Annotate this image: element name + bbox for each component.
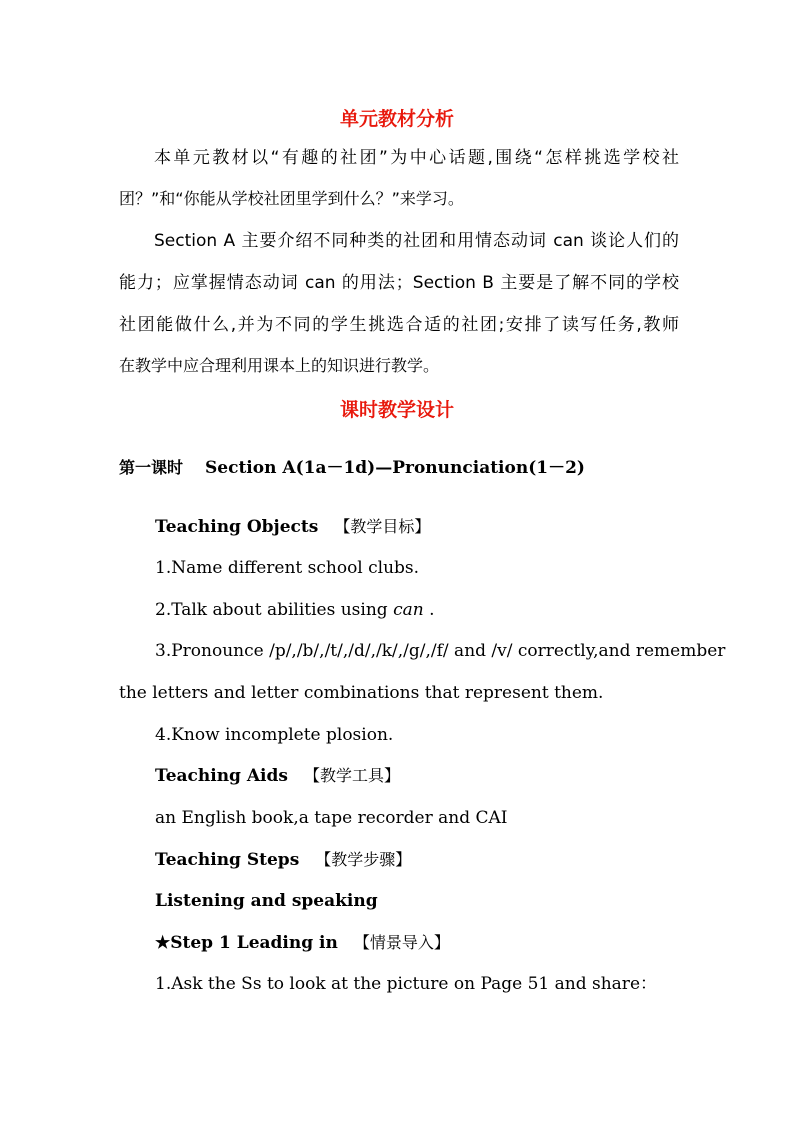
- step1-item-1: 1.Ask the Ss to look at the picture on Page 51 and share：: [155, 974, 657, 994]
- unit-analysis-para1-line1: 本单元教材以“有趣的社团”为中心话题,围绕“怎样挑选学校社: [154, 148, 679, 168]
- objects-item-1: 1.Name different school clubs.: [155, 558, 420, 578]
- step1-heading: [155, 931, 450, 955]
- objects-item-3-line2: the letters and letter combinations that represent them.: [119, 683, 604, 703]
- unit-analysis-title: 单元教材分析: [339, 108, 454, 130]
- objects-item-2-prefix: 2.Talk about abilities using: [155, 600, 394, 620]
- objects-item-2: [155, 598, 435, 622]
- unit-analysis-para2-line4: 在教学中应合理利用课本上的知识进行教学。: [119, 356, 440, 375]
- objects-label-zh: 【教学目标】: [334, 517, 431, 536]
- aids-label-zh: 【教学工具】: [303, 766, 400, 785]
- objects-label: Teaching Objects: [155, 517, 319, 537]
- aids-label: Teaching Aids: [155, 766, 288, 786]
- objects-item-4: 4.Know incomplete plosion.: [155, 725, 394, 745]
- unit-analysis-para2-line1: Section A 主要介绍不同种类的社团和用情态动词 can 谈论人们的: [154, 231, 679, 251]
- unit-analysis-para2-line2: 能力；应掌握情态动词 can 的用法；Section B 主要是了解不同的学校: [119, 273, 679, 293]
- objects-heading: [155, 515, 430, 539]
- unit-analysis-para1-line2: 团？”和“你能从学校社团里学到什么？”来学习。: [119, 189, 464, 208]
- steps-label: Teaching Steps: [155, 850, 300, 870]
- objects-item-3-line1: 3.Pronounce /p/,/b/,/t/,/d/,/k/,/g/,/f/ and /v/ correctly,and remember: [155, 641, 726, 661]
- aids-text: an English book,a tape recorder and CAI: [155, 808, 508, 828]
- period-label: 第一课时: [119, 458, 184, 477]
- unit-analysis-para2-line3: 社团能做什么,并为不同的学生挑选合适的社团;安排了读写任务,教师: [119, 315, 679, 335]
- objects-item-2-keyword: can: [393, 600, 424, 620]
- step1-label: ★Step 1 Leading in: [155, 933, 338, 953]
- aids-heading: [155, 764, 400, 788]
- period-section: Section A(1a－1d)—Pronunciation(1－2): [205, 458, 585, 478]
- period-heading: [119, 456, 585, 480]
- objects-item-2-suffix: .: [423, 600, 435, 620]
- steps-phase: Listening and speaking: [155, 891, 378, 911]
- steps-heading: [155, 848, 411, 872]
- step1-label-zh: 【情景导入】: [353, 933, 450, 952]
- steps-label-zh: 【教学步骤】: [315, 850, 412, 869]
- lesson-design-title: 课时教学设计: [339, 399, 454, 421]
